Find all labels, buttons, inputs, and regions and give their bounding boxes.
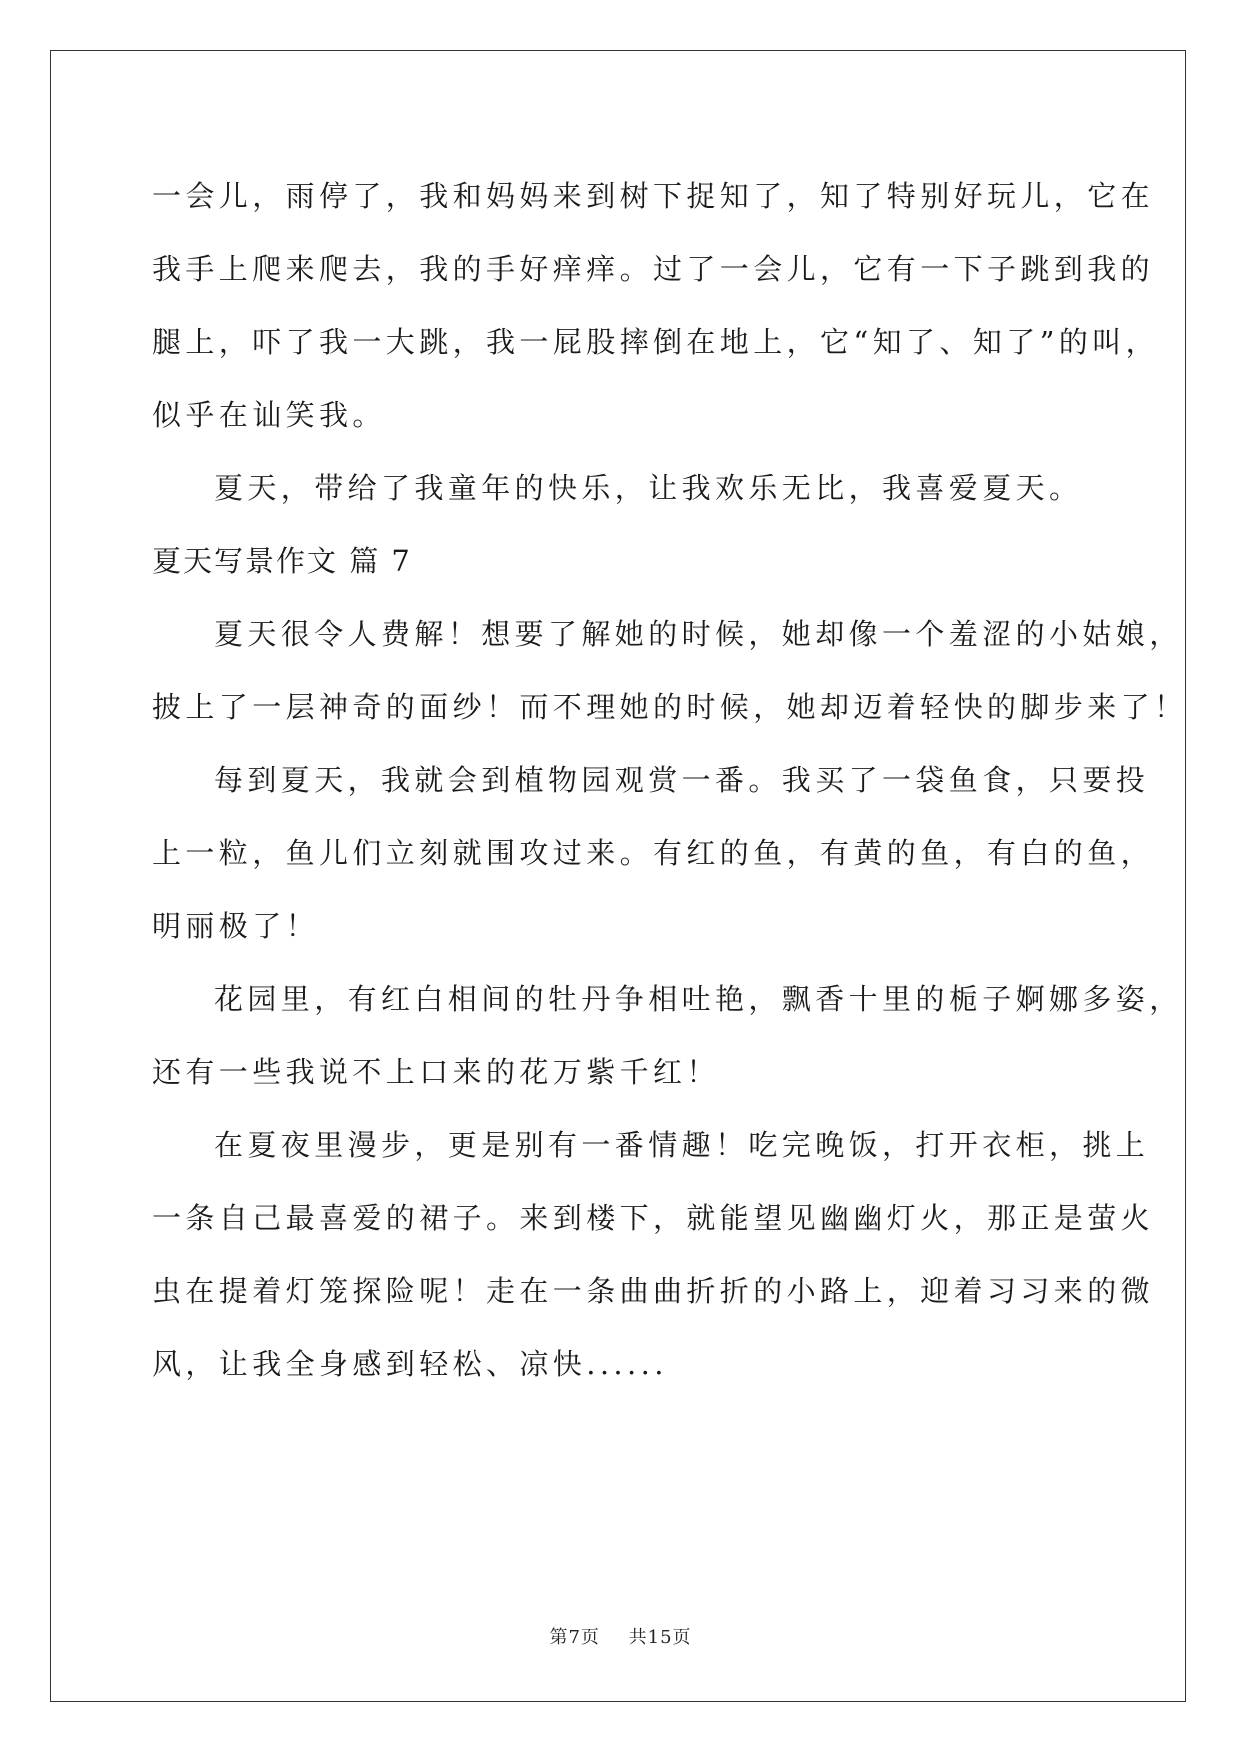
text-line: 虫在提着灯笼探险呢！走在一条曲曲折折的小路上，迎着习习来的微	[152, 1274, 1155, 1308]
text-line: 还有一些我说不上口来的花万紫千红！	[152, 1055, 720, 1089]
text-line: 夏天很令人费解！想要了解她的时候，她却像一个羞涩的小姑娘，	[214, 617, 1183, 651]
section-heading: 夏天写景作文 篇 7	[152, 544, 412, 578]
text-line: 披上了一层神奇的面纱！而不理她的时候，她却迈着轻快的脚步来了！	[152, 690, 1188, 724]
page-number-current: 第7页	[549, 1627, 600, 1648]
text-line: 夏天，带给了我童年的快乐，让我欢乐无比，我喜爱夏天。	[214, 471, 1083, 505]
text-line: 明丽极了！	[152, 909, 320, 943]
page-footer	[0, 1623, 1241, 1649]
text-line: 上一粒，鱼儿们立刻就围攻过来。有红的鱼，有黄的鱼，有白的鱼，	[152, 836, 1155, 870]
text-line: 我手上爬来爬去，我的手好痒痒。过了一会儿，它有一下子跳到我的	[152, 252, 1155, 286]
text-line: 一会儿，雨停了，我和妈妈来到树下捉知了，知了特别好玩儿，它在	[152, 179, 1155, 213]
text-line: 花园里，有红白相间的牡丹争相吐艳，飘香十里的栀子婀娜多姿，	[214, 982, 1183, 1016]
text-line: 风，让我全身感到轻松、凉快......	[152, 1347, 668, 1381]
text-line: 每到夏天，我就会到植物园观赏一番。我买了一袋鱼食，只要投	[214, 763, 1150, 797]
text-line: 似乎在讪笑我。	[152, 398, 386, 432]
text-line: 一条自己最喜爱的裙子。来到楼下，就能望见幽幽灯火，那正是萤火	[152, 1201, 1155, 1235]
page-number-total: 共15页	[628, 1627, 692, 1648]
text-line: 腿上，吓了我一大跳，我一屁股摔倒在地上，它“知了、知了”的叫，	[152, 325, 1160, 359]
text-line: 在夏夜里漫步，更是别有一番情趣！吃完晚饭，打开衣柜，挑上	[214, 1128, 1150, 1162]
document-body	[152, 160, 1188, 1401]
